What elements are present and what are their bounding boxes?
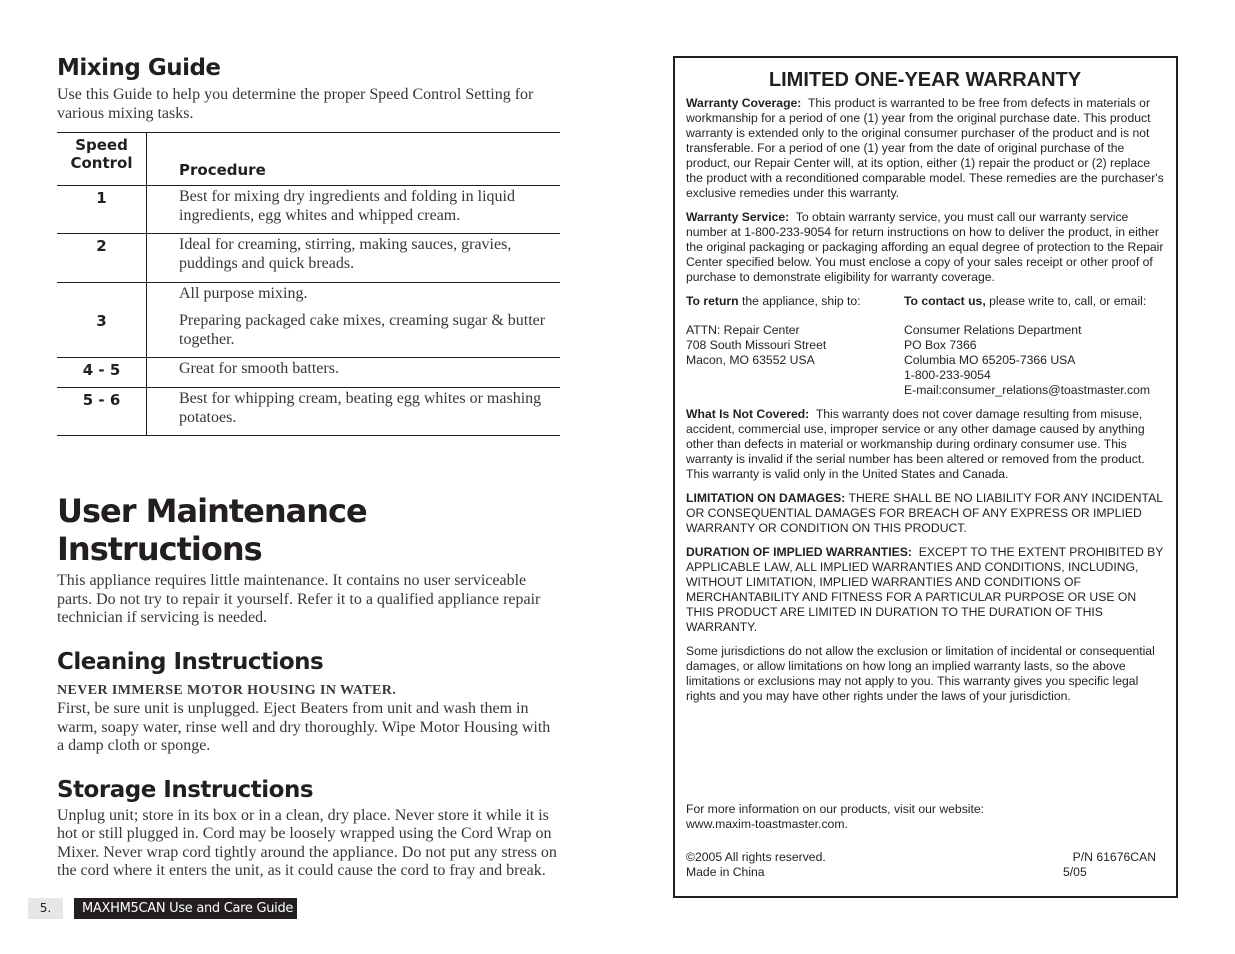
addresses — [686, 323, 1164, 398]
duration-label: DURATION OF IMPLIED WARRANTIES: — [686, 545, 912, 559]
return-contact-headings — [686, 294, 1164, 309]
cleaning-warning: NEVER IMMERSE MOTOR HOUSING IN WATER. — [57, 682, 397, 698]
procedure-cell — [147, 358, 561, 388]
speed-value: 1 — [57, 186, 147, 234]
coverage-label: Warranty Coverage: — [686, 96, 802, 110]
procedure-cell — [147, 387, 561, 435]
table-row — [57, 358, 560, 388]
copyright-text: ©2005 All rights reserved. — [686, 850, 826, 864]
origin-row — [686, 865, 1156, 880]
warranty-service — [686, 210, 1164, 285]
warranty-not-covered — [686, 407, 1164, 482]
procedure-text: All purpose mixing. — [179, 284, 308, 302]
header-speed-control — [57, 133, 147, 186]
contact-address-line: PO Box 7366 — [904, 338, 977, 352]
limitation-text: THERE SHALL BE NO LIABILITY FOR ANY INCIDENTAL OR CONSEQUENTIAL DAMAGES FOR BREACH OF ANY EXPRESS OR IMPLIED WARRANTY OR CONDITION ON THIS PRODUCT. — [686, 491, 1163, 535]
return-text: the appliance, ship to: — [741, 294, 861, 308]
procedure-text: Best for mixing dry ingredients and folding in liquid ingredients, egg whites and whipped cream. — [179, 188, 515, 224]
website-text: www.maxim-toastmaster.com. — [686, 817, 848, 831]
warranty-duration — [686, 545, 1164, 635]
speed-value: 5 - 6 — [57, 387, 147, 435]
maintenance-title: User Maintenance Instructions — [57, 492, 367, 569]
header-speed-line2: Control — [70, 154, 133, 173]
contact-text: please write to, call, or email: — [989, 294, 1147, 308]
contact-phone: 1-800-233-9054 — [904, 368, 991, 382]
more-info-line: For more information on our products, visit our website: — [686, 802, 985, 816]
header-procedure: Procedure — [147, 133, 561, 186]
return-address-line: ATTN: Repair Center — [686, 323, 800, 337]
service-text: To obtain warranty service, you must call our warranty service number at 1-800-233-9054 for return instructions on how to deliver the product, in either the original packaging or packaging affording an equal degree of protection to the Repair Center specified below. You must enclose a copy of your sales receipt or other proof of purchase to demonstrate eligibility for warranty coverage. — [686, 210, 1164, 284]
procedure-cell — [147, 282, 561, 358]
not-covered-text: This warranty does not cover damage resulting from misuse, accident, commercial use, improper service or any other damage caused by anything other than defects in material or workmanship during ordinary consumer use. This warranty is invalid if the serial number has been altered or removed from the product. This warranty is valid only in the United States and Canada. — [686, 407, 1145, 481]
storage-title: Storage Instructions — [57, 776, 314, 803]
table-header-row — [57, 133, 560, 186]
contact-address — [904, 323, 1164, 398]
return-address-line: Macon, MO 63552 USA — [686, 353, 815, 367]
header-speed-line1: Speed — [75, 136, 128, 155]
table-row — [57, 282, 560, 358]
table-row — [57, 186, 560, 234]
mixing-guide-table — [57, 132, 560, 436]
warranty-title: LIMITED ONE-YEAR WARRANTY — [768, 69, 1082, 91]
table-row — [57, 234, 560, 282]
not-covered-label: What Is Not Covered: — [686, 407, 810, 421]
contact-email: E-mail:consumer_relations@toastmaster.com — [904, 383, 1151, 397]
contact-address-line: Columbia MO 65205-7366 USA — [904, 353, 1076, 367]
return-label: To return — [686, 294, 739, 308]
contact-address-line: Consumer Relations Department — [904, 323, 1082, 337]
return-heading — [686, 294, 904, 309]
maintenance-body: This appliance requires little maintenance. It contains no user serviceable parts. Do not try to repair it yourself. Refer it to a qualified appliance repair technician if servicing is needed. — [57, 572, 541, 627]
limitation-label: LIMITATION ON DAMAGES: — [686, 491, 846, 505]
made-in-text: Made in China — [686, 865, 765, 879]
service-label: Warranty Service: — [686, 210, 790, 224]
table-row — [57, 387, 560, 435]
storage-body: Unplug unit; store in its box or in a clean, dry place. Never store it while it is hot or still plugged in. Cord may be loosely wrapped using the Cord Wrap on Mixer. Never wrap cord tightly around the appliance. Do not put any stress on the cord where it enters the unit, as it could cause the cord to fray and break. — [57, 806, 557, 880]
warranty-box — [673, 56, 1178, 898]
mixing-guide-intro: Use this Guide to help you determine the proper Speed Control Setting for various mixing tasks. — [57, 86, 534, 122]
procedure-text: Great for smooth batters. — [179, 360, 339, 378]
left-column — [57, 54, 560, 881]
copyright-row — [686, 850, 1156, 865]
coverage-text: This product is warranted to be free from defects in materials or workmanship for a period of one (1) year from the original purchase date. This product warranty is extended only to the original consumer purchaser of the product and is not transferable. For a period of one (1) year from the date of original purchase of the product, our Repair Center will, at its option, either (1) repair the product or (2) replace the product with a reconditioned comparable model. These remedies are the purchaser's exclusive remedies under this warranty. — [686, 96, 1164, 200]
part-number: P/N 61676CAN — [1072, 850, 1156, 864]
mixing-guide-title: Mixing Guide — [57, 55, 221, 81]
speed-value: 2 — [57, 234, 147, 282]
more-info — [686, 802, 1166, 832]
contact-label: To contact us, — [904, 294, 986, 308]
speed-value: 3 — [57, 282, 147, 358]
cleaning-body: First, be sure unit is unplugged. Eject Beaters from unit and wash them in warm, soapy water, rinse well and dry thoroughly. Wipe Motor Housing with a damp cloth or sponge. — [57, 699, 551, 755]
return-address — [686, 323, 904, 398]
procedure-cell — [147, 186, 561, 234]
page-number: 5. — [28, 898, 63, 919]
return-address-line: 708 South Missouri Street — [686, 338, 827, 352]
duration-text: EXCEPT TO THE EXTENT PROHIBITED BY APPLICABLE LAW, ALL IMPLIED WARRANTIES AND CONDITIONS, INCLUDING, WITHOUT LIMITATION, IMPLIED WARRANTIES AND CONDITIONS OF MERCHANTABILITY AND FITNESS FOR A PARTICULAR PURPOSE OR USE ON THIS PRODUCT ARE LIMITED IN DURATION TO THE DURATION OF THIS WARRANTY. — [686, 545, 1164, 634]
procedure-text: Preparing packaged cake mixes, creaming sugar & butter together. — [179, 312, 546, 348]
procedure-text: Best for whipping cream, beating egg whites or mashing potatoes. — [179, 389, 542, 426]
guide-label: MAXHM5CAN Use and Care Guide — [74, 898, 297, 919]
warranty-jurisdictions: Some jurisdictions do not allow the exclusion or limitation of incidental or consequential damages, or allow limitations on how long an implied warranty lasts, so the above limitations or exclusions may not apply to you. This warranty gives you specific legal rights and you may have other rights under the laws of your jurisdiction. — [686, 644, 1155, 703]
contact-heading — [904, 294, 1164, 309]
warranty-coverage — [686, 96, 1164, 201]
cleaning-title: Cleaning Instructions — [57, 648, 324, 675]
procedure-cell — [147, 234, 561, 282]
copyright-block — [686, 850, 1156, 880]
warranty-limitation — [686, 491, 1164, 536]
procedure-text: Ideal for creaming, stirring, making sauces, gravies, puddings and quick breads. — [179, 236, 512, 272]
speed-value: 4 - 5 — [57, 358, 147, 388]
date-code: 5/05 — [1063, 865, 1087, 879]
